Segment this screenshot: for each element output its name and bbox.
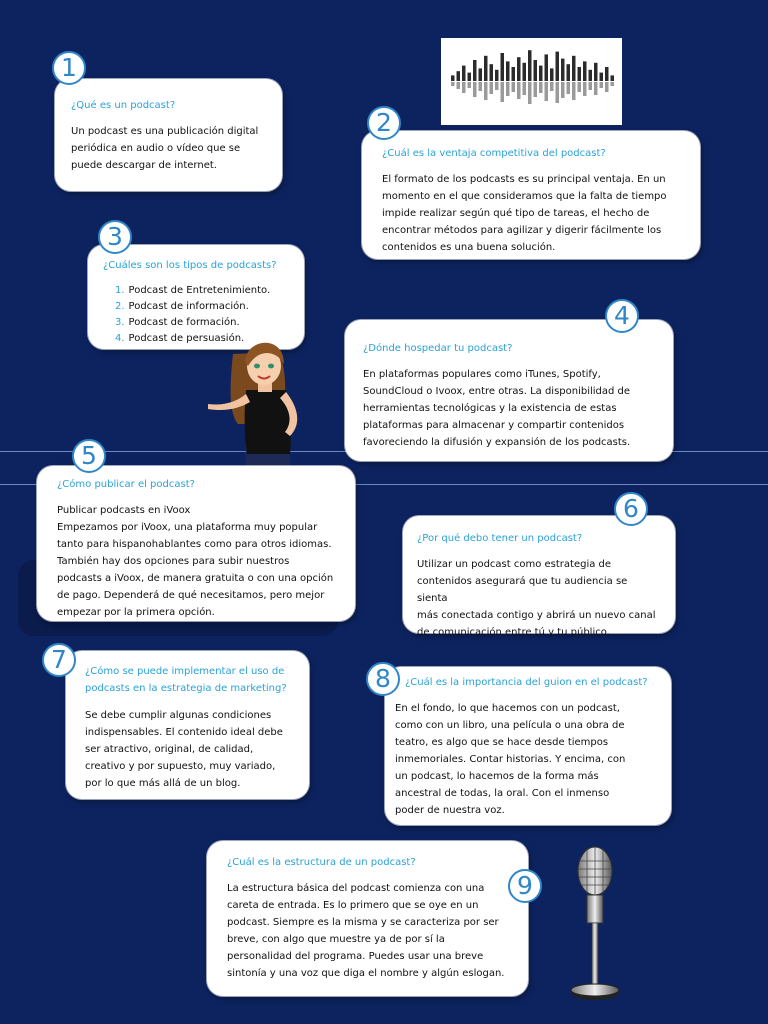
wave-bar [561, 59, 565, 81]
card-6-question: ¿Por qué debo tener un podcast? [417, 533, 583, 544]
wave-bar-reflection [600, 82, 604, 88]
number-badge-6: 6 [614, 492, 648, 526]
wave-bar-reflection [523, 82, 527, 95]
wave-bar-reflection [512, 82, 516, 92]
card-6-answer: Utilizar un podcast como estrategia de contenidos asegurará que tu audiencia se sienta más conectada contigo y abrirá un nuevo canal de comunicación entre tú y tu público. [417, 559, 656, 638]
wave-bar-reflection [473, 82, 477, 97]
card-5 [37, 466, 355, 621]
number-badge-1: 1 [52, 51, 86, 85]
wave-bar [451, 75, 455, 81]
number-badge-5: 5 [72, 439, 106, 473]
wave-bar [490, 64, 494, 81]
sound-wave-image [441, 38, 622, 125]
list-item: 1. Podcast de Entretenimiento. [115, 285, 271, 296]
wave-bar [550, 68, 554, 81]
wave-bar-reflection [534, 82, 538, 97]
microphone-icon [565, 845, 625, 1005]
wave-bar [534, 60, 538, 81]
card-9-question: ¿Cuál es la estructura de un podcast? [227, 857, 416, 868]
card-9-answer: La estructura básica del podcast comienza con una careta de entrada. Es lo primero que se oye en un podcast. Siempre es la misma y se caracteriza por ser breve, con algo que muestre ya de por sí la personalidad del programa. Puedes usar una breve sintonía y una voz que diga el nombre y algún eslogan. [227, 883, 505, 979]
wave-bar [457, 71, 461, 81]
wave-bar [462, 66, 466, 81]
wave-bar [528, 50, 532, 81]
card-8-answer: En el fondo, lo que hacemos con un podcast, como con un libro, una película o una obra de teatro, es algo que se hace desde tiempos inmemoriales. Contar historias. Y encima, con un podcast, lo hacemos de la forma más ancestral de todas, la oral. Con el inmenso poder de nuestra voz. [395, 703, 626, 816]
wave-bar [605, 67, 609, 81]
list-item: 2. Podcast de información. [115, 301, 249, 312]
wave-bar [479, 68, 483, 81]
microphone-illustration [565, 845, 625, 1005]
wave-bar [484, 56, 488, 81]
sound-wave-icon [441, 38, 622, 125]
wave-bar-reflection [457, 82, 461, 89]
number-badge-2: 2 [367, 106, 401, 140]
wave-bar-reflection [490, 82, 494, 94]
wave-bar [594, 63, 598, 81]
wave-bar [567, 64, 571, 81]
wave-bar-reflection [517, 82, 521, 99]
wave-bar [495, 70, 499, 81]
wave-bar-reflection [578, 82, 582, 92]
wave-bar [556, 52, 560, 81]
wave-bar [539, 66, 543, 81]
wave-bar-reflection [451, 82, 455, 86]
wave-bar [611, 75, 615, 81]
wave-bar [583, 61, 587, 81]
number-badge-8: 8 [366, 662, 400, 696]
wave-bar-reflection [561, 82, 565, 98]
wave-bar-reflection [611, 82, 615, 86]
card-5-answer: Publicar podcasts en iVoox Empezamos por iVoox, una plataforma muy popular tanto para hispanohablantes como para otros idiomas. También hay dos opciones para subir nuestros podcasts a iVoox, de manera gratuita o con una opción de pago. Dependerá de qué necesitamos, pero mejor empezar por la primera opción. [57, 505, 334, 618]
wave-bar-reflection [589, 82, 593, 90]
wave-bar-reflection [572, 82, 576, 100]
wave-bar-reflection [539, 82, 543, 93]
number-badge-9: 9 [508, 869, 542, 903]
wave-bar [523, 63, 527, 81]
wave-bar [517, 57, 521, 81]
card-7-question: ¿Cómo se puede implementar el uso de podcasts en la estrategia de marketing? [85, 666, 287, 694]
wave-bar [506, 61, 510, 81]
wave-bar-reflection [462, 82, 466, 93]
wave-bar-reflection [528, 82, 532, 104]
wave-bar-reflection [556, 82, 560, 103]
card-5-question: ¿Cómo publicar el podcast? [57, 479, 195, 490]
wave-bar [600, 73, 604, 81]
wave-bar [473, 60, 477, 81]
wave-bar-reflection [583, 82, 587, 96]
card-1-answer: Un podcast es una publicación digital periódica en audio o vídeo que se puede descargar de internet. [71, 126, 259, 171]
card-4 [345, 320, 673, 461]
card-1 [55, 79, 282, 191]
card-8 [385, 667, 671, 825]
list-item: 4. Podcast de persuasión. [115, 333, 245, 344]
card-1-question: ¿Qué es un podcast? [71, 100, 176, 111]
card-7 [66, 651, 309, 799]
wave-bar-reflection [594, 82, 598, 95]
wave-bar-reflection [605, 82, 609, 92]
list-item: 3. Podcast de formación. [115, 317, 240, 328]
wave-bar-reflection [545, 82, 549, 101]
wave-bar [578, 67, 582, 81]
card-7-answer: Se debe cumplir algunas condiciones indispensables. El contenido ideal debe ser atractivo, original, de calidad, creativo y por supuesto, muy variado, por lo que más allá de un blog. [85, 710, 283, 789]
card-3-question: ¿Cuáles son los tipos de podcasts? [103, 260, 277, 271]
wave-bar-reflection [506, 82, 510, 96]
card-8-question: ¿Cuál es la importancia del guion en el podcast? [405, 677, 648, 688]
card-4-answer: En plataformas populares como iTunes, Spotify, SoundCloud o Ivoox, entre otras. La disponibilidad de herramientas tecnológicas y la existencia de estas plataformas para almacenar y compartir contenidos favoreciendo la difusión y expansión de los podcasts. [363, 369, 631, 448]
wave-bar-reflection [484, 82, 488, 100]
wave-bar [572, 56, 576, 81]
wave-bar [501, 53, 505, 81]
wave-bar-reflection [468, 82, 472, 88]
card-2-answer: El formato de los podcasts es su principal ventaja. En un momento en el que consideramos que la falta de tiempo impide realizar según qué tipo de tareas, el hecho de encontrar métodos para agilizar y digerir fácilmente los contenidos es una buena solución. [382, 174, 667, 253]
card-6 [403, 516, 675, 638]
card-4-question: ¿Dónde hospedar tu podcast? [363, 343, 513, 354]
wave-bar [545, 54, 549, 81]
wave-bar-reflection [479, 82, 483, 91]
number-badge-7: 7 [42, 643, 76, 677]
wave-bar-reflection [567, 82, 571, 94]
number-badge-4: 4 [605, 299, 639, 333]
wave-bar-reflection [495, 82, 499, 90]
card-2 [362, 131, 700, 259]
wave-bar [512, 67, 516, 81]
wave-bar-reflection [550, 82, 554, 91]
card-9 [207, 841, 528, 996]
number-badge-3: 3 [98, 220, 132, 254]
wave-bar [589, 70, 593, 81]
woman-illustration [200, 332, 310, 468]
wave-bar-reflection [501, 82, 505, 102]
wave-bar [468, 73, 472, 81]
card-2-question: ¿Cuál es la ventaja competitiva del podcast? [382, 148, 606, 159]
